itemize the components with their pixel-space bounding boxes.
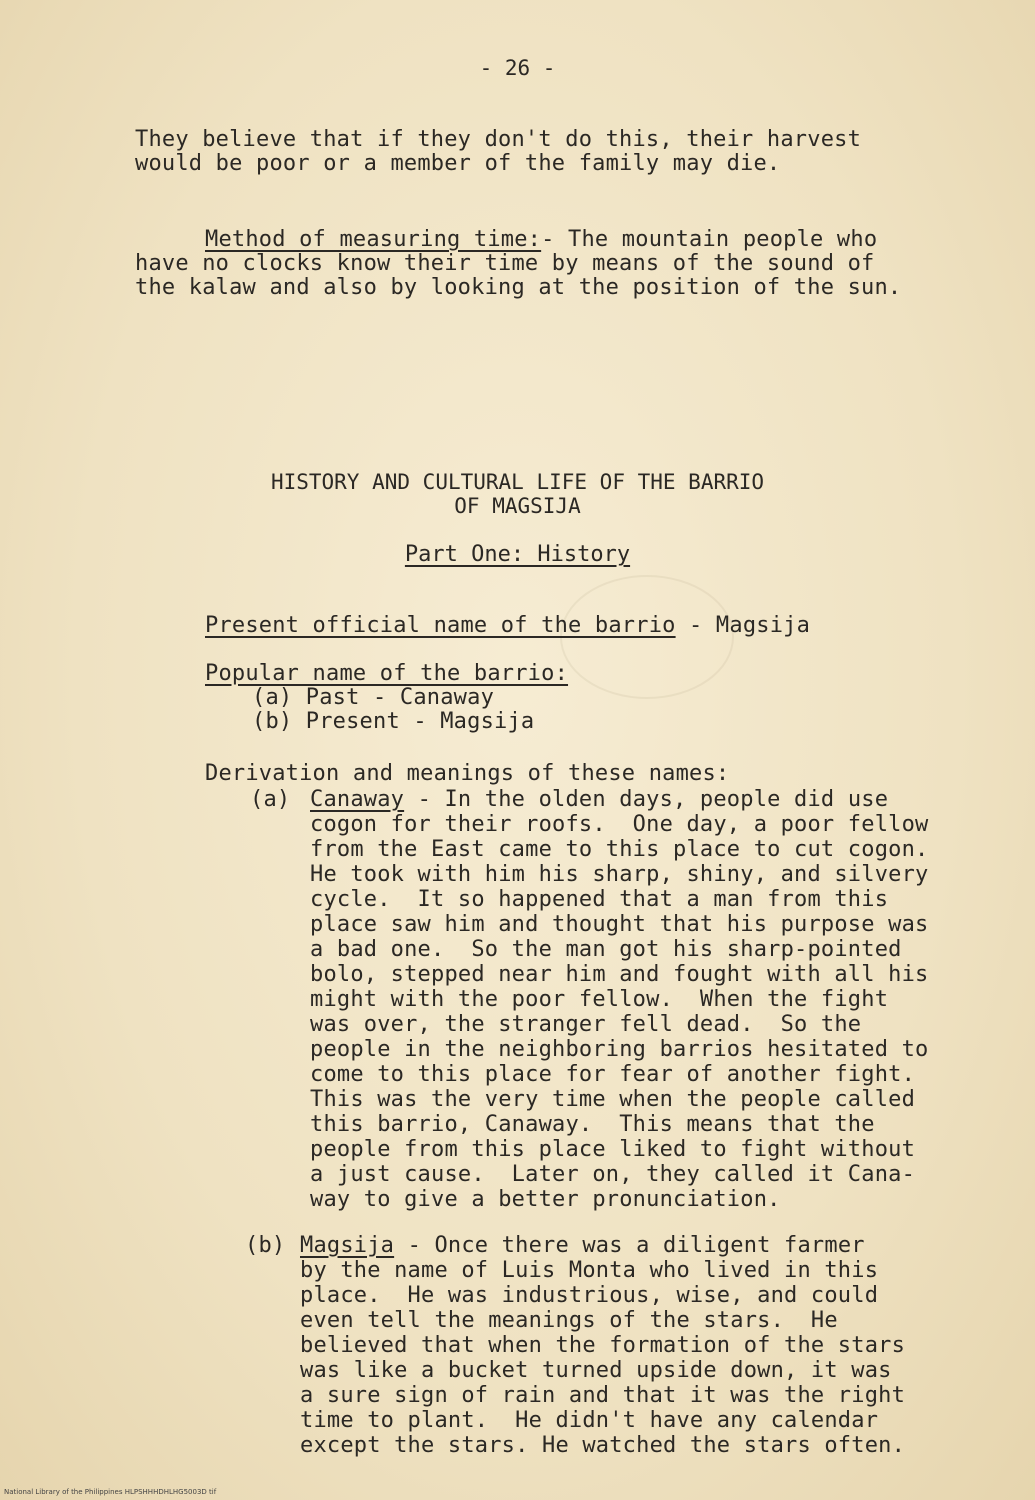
derivation-b-line-7: a sure sign of rain and that it was the right <box>300 1383 906 1408</box>
derivation-b-line-2: by the name of Luis Monta who lived in this <box>300 1258 879 1283</box>
popular-name-past: (a) Past - Canaway <box>252 685 495 710</box>
derivation-b-line-5: believed that when the formation of the stars <box>300 1333 906 1358</box>
popular-name-label-text: Popular name of the barrio: <box>205 661 569 686</box>
method-heading: Method of measuring time: <box>205 227 542 252</box>
derivation-a-line-17: way to give a better pronunciation. <box>310 1187 781 1212</box>
document-title-line-2: OF MAGSIJA <box>454 494 581 518</box>
derivation-b-marker: (b) <box>245 1233 286 1258</box>
derivation-b-name: Magsija <box>300 1233 395 1258</box>
scan-footer: National Library of the Philippines HLPSHHHDHLHG5003D tif <box>4 1488 217 1496</box>
derivation-a-line-2: cogon for their roofs. One day, a poor fellow <box>310 812 929 837</box>
method-line-1 <box>205 228 877 252</box>
derivation-a-line-15: people from this place liked to fight without <box>310 1137 916 1162</box>
document-title-line-1: HISTORY AND CULTURAL LIFE OF THE BARRIO <box>270 470 765 494</box>
derivation-a-line-4: He took with him his sharp, shiny, and silvery <box>310 862 929 887</box>
derivation-a-line-13: This was the very time when the people called <box>310 1087 916 1112</box>
derivation-a-line-10: was over, the stranger fell dead. So the <box>310 1012 862 1037</box>
popular-name-present: (b) Present - Magsija <box>252 709 535 734</box>
derivation-a-line-1-text: - In the olden days, people did use <box>404 787 889 812</box>
derivation-a-line-1 <box>310 788 888 812</box>
derivation-b-line-6: was like a bucket turned upside down, it was <box>300 1358 892 1383</box>
derivation-a-line-8: bolo, stepped near him and fought with all his <box>310 962 929 987</box>
method-line-3: the kalaw and also by looking at the position of the sun. <box>135 275 902 300</box>
derivation-a-line-3: from the East came to this place to cut cogon. <box>310 837 929 862</box>
official-name-label: Present official name of the barrio <box>205 613 676 638</box>
derivation-b-line-4: even tell the meanings of the stars. He <box>300 1308 838 1333</box>
derivation-a-line-12: come to this place for fear of another fight. <box>310 1062 916 1087</box>
method-line-2: have no clocks know their time by means of the sound of <box>135 251 875 276</box>
derivation-a-line-9: might with the poor fellow. When the fight <box>310 987 889 1012</box>
derivation-b-line-8: time to plant. He didn't have any calendar <box>300 1408 879 1433</box>
derivation-a-line-7: a bad one. So the man got his sharp-pointed <box>310 937 902 962</box>
derivation-heading: Derivation and meanings of these names: <box>205 761 730 786</box>
derivation-a-name: Canaway <box>310 787 405 812</box>
derivation-b-line-1 <box>300 1234 865 1258</box>
derivation-b-line-3: place. He was industrious, wise, and could <box>300 1283 879 1308</box>
method-line-1-text: - The mountain people who <box>541 227 878 252</box>
derivation-a-line-16: a just cause. Later on, they called it Cana- <box>310 1162 916 1187</box>
part-heading-text: Part One: History <box>404 542 631 567</box>
derivation-a-marker: (a) <box>250 787 291 812</box>
derivation-b-line-1-text: - Once there was a diligent farmer <box>394 1233 865 1258</box>
derivation-a-line-14: this barrio, Canaway. This means that the <box>310 1112 875 1137</box>
official-name-value: - Magsija <box>689 613 811 638</box>
derivation-b-line-9: except the stars. He watched the stars often. <box>300 1433 906 1458</box>
intro-line-1: They believe that if they don't do this, their harvest <box>135 127 862 152</box>
official-name-line <box>205 614 810 638</box>
popular-name-label <box>205 662 568 686</box>
derivation-a-line-5: cycle. It so happened that a man from this <box>310 887 889 912</box>
intro-line-2: would be poor or a member of the family may die. <box>135 151 781 176</box>
derivation-a-line-6: place saw him and thought that his purpose was <box>310 912 929 937</box>
derivation-a-line-11: people in the neighboring barrios hesitated to <box>310 1037 929 1062</box>
page-number: - 26 - <box>479 56 556 80</box>
part-heading <box>0 542 1035 567</box>
